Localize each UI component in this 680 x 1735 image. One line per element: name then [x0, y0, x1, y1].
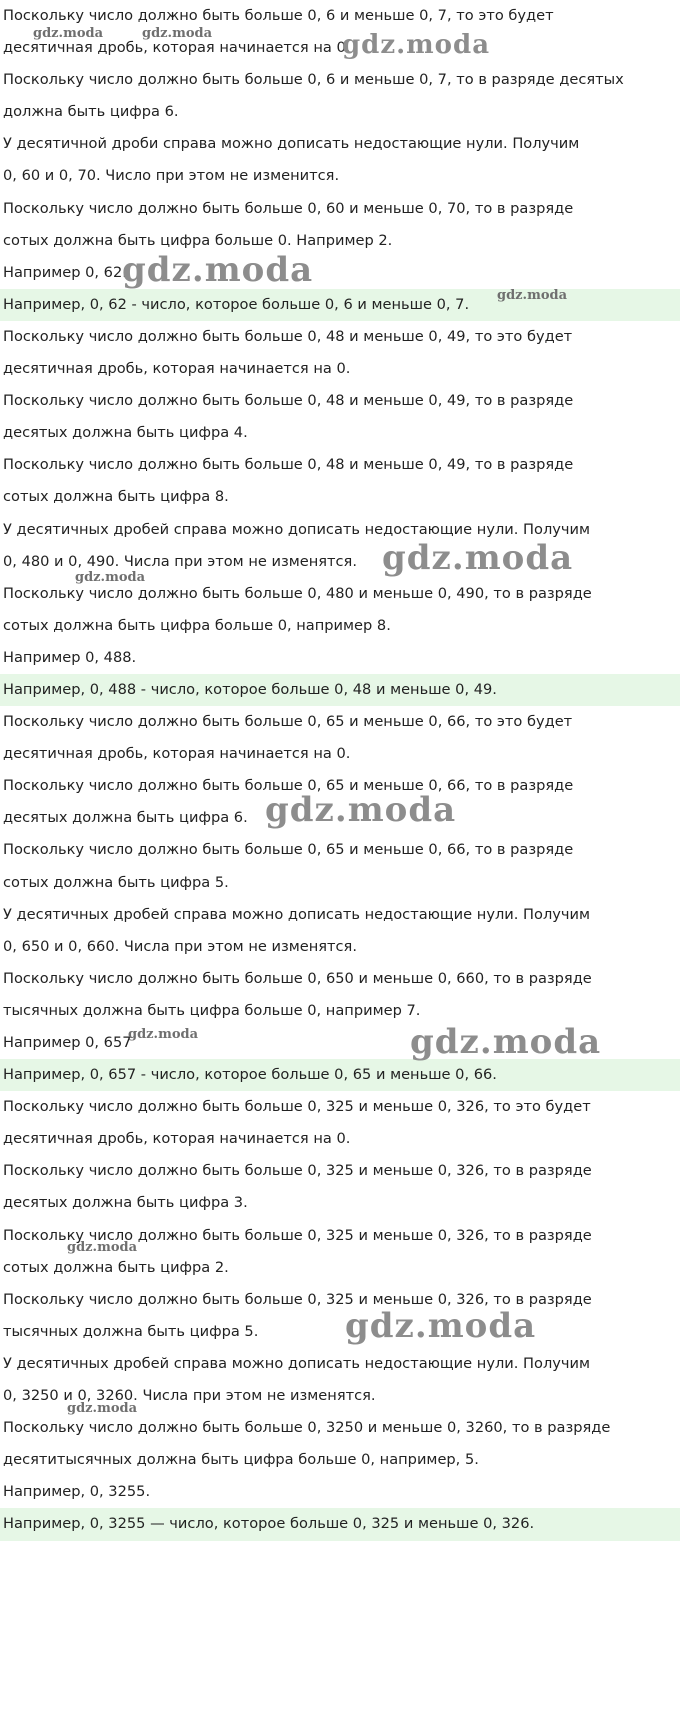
text-line: Поскольку число должно быть больше 0, 6 и меньше 0, 7, то это будет	[3, 7, 554, 24]
text-line: У десятичных дробей справа можно дописать недостающие нули. Получим	[3, 1354, 591, 1372]
text-line: 0, 650 и 0, 660. Числа при этом не изменятся.	[3, 937, 357, 955]
text-line: Поскольку число должно быть больше 0, 65 и меньше 0, 66, то это будет	[3, 713, 573, 731]
watermark-big-1: gdz.moda	[342, 30, 491, 60]
text-line: должна быть цифра 6.	[3, 103, 179, 121]
watermark-big-6: gdz.moda	[345, 1306, 537, 1346]
text-line: десятых должна быть цифра 6.	[3, 809, 248, 827]
text-line: У десятичных дробей справа можно дописать недостающие нули. Получим	[3, 905, 591, 923]
text-line: тысячных должна быть цифра 5.	[3, 1322, 259, 1340]
text-line: Поскольку число должно быть больше 0, 325 и меньше 0, 326, то это будет	[3, 1098, 591, 1116]
text-line: Например 0, 62.	[3, 263, 127, 281]
text-line: десятитысячных должна быть цифра больше 0, например, 5.	[3, 1451, 479, 1469]
text-line: Поскольку число должно быть больше 0, 325 и меньше 0, 326, то в разряде	[3, 1162, 592, 1180]
watermark-small-7: gdz.moda	[67, 1401, 138, 1416]
watermark-big-2: gdz.moda	[122, 250, 314, 290]
text-line: сотых должна быть цифра 2.	[3, 1258, 229, 1276]
text-line: десятичная дробь, которая начинается на 0.	[3, 360, 351, 378]
text-line: Поскольку число должно быть больше 0, 48 и меньше 0, 49, то в разряде	[3, 392, 574, 410]
watermark-big-5: gdz.moda	[410, 1022, 602, 1062]
answer-line: Например, 0, 488 - число, которое больше 0, 48 и меньше 0, 49.	[0, 674, 680, 706]
text-line: Например 0, 488.	[3, 648, 137, 666]
text-line: Поскольку число должно быть больше 0, 6 и меньше 0, 7, то в разряде десятых	[3, 71, 624, 89]
text-line: Поскольку число должно быть больше 0, 65 и меньше 0, 66, то в разряде	[3, 777, 574, 795]
text-line: Поскольку число должно быть больше 0, 65 и меньше 0, 66, то в разряде	[3, 841, 574, 859]
text-line: десятичная дробь, которая начинается на 0.	[3, 1130, 351, 1148]
watermark-small-6: gdz.moda	[67, 1240, 138, 1255]
text-line: сотых должна быть цифра больше 0, например 8.	[3, 616, 391, 634]
watermark-small-2: gdz.moda	[142, 26, 213, 41]
watermark-big-4: gdz.moda	[265, 790, 457, 830]
answer-line: Например, 0, 62 - число, которое больше 0, 6 и меньше 0, 7.	[0, 289, 680, 321]
text-line: Поскольку число должно быть больше 0, 325 и меньше 0, 326, то в разряде	[3, 1290, 592, 1308]
text-line: сотых должна быть цифра 5.	[3, 873, 229, 891]
text-line: десятичная дробь, которая начинается на 0.	[3, 745, 351, 763]
watermark-small-1: gdz.moda	[33, 26, 104, 41]
text-line: Поскольку число должно быть больше 0, 48 и меньше 0, 49, то в разряде	[3, 456, 574, 474]
answer-line: Например, 0, 3255 — число, которое больше 0, 325 и меньше 0, 326.	[0, 1508, 680, 1540]
answer-line: Например, 0, 657 - число, которое больше 0, 65 и меньше 0, 66.	[0, 1059, 680, 1091]
text-line: 0, 60 и 0, 70. Число при этом не изменится.	[3, 167, 340, 185]
text-line: Поскольку число должно быть больше 0, 650 и меньше 0, 660, то в разряде	[3, 969, 592, 987]
text-line: Например 0, 657	[3, 1034, 132, 1051]
text-line: десятичная дробь, которая начинается на 0.	[3, 39, 351, 57]
text-line: Поскольку число должно быть больше 0, 480 и меньше 0, 490, то в разряде	[3, 584, 592, 602]
text-line: Поскольку число должно быть больше 0, 325 и меньше 0, 326, то в разряде	[3, 1226, 592, 1244]
text-line: 0, 480 и 0, 490. Числа при этом не изменятся.	[3, 552, 357, 570]
text-line: десятых должна быть цифра 3.	[3, 1194, 248, 1212]
watermark-small-5: gdz.moda	[128, 1027, 199, 1042]
text-line: тысячных должна быть цифра больше 0, например 7.	[3, 1001, 421, 1019]
text-line: У десятичной дроби справа можно дописать недостающие нули. Получим	[3, 135, 580, 153]
text-line: Поскольку число должно быть больше 0, 48 и меньше 0, 49, то это будет	[3, 327, 573, 345]
watermark-small-3: gdz.moda	[497, 288, 568, 303]
text-line: 0, 3250 и 0, 3260. Числа при этом не изменятся.	[3, 1387, 376, 1405]
text-line: Поскольку число должно быть больше 0, 3250 и меньше 0, 3260, то в разряде	[3, 1419, 611, 1437]
watermark-big-3: gdz.moda	[382, 538, 574, 578]
text-line: десятых должна быть цифра 4.	[3, 424, 248, 442]
watermark-small-4: gdz.moda	[75, 570, 146, 585]
text-line: Например, 0, 3255.	[3, 1483, 151, 1501]
text-line: У десятичных дробей справа можно дописать недостающие нули. Получим	[3, 520, 591, 538]
text-line: сотых должна быть цифра 8.	[3, 488, 229, 506]
text-line: сотых должна быть цифра больше 0. Например 2.	[3, 231, 393, 249]
text-line: Поскольку число должно быть больше 0, 60 и меньше 0, 70, то в разряде	[3, 199, 574, 217]
